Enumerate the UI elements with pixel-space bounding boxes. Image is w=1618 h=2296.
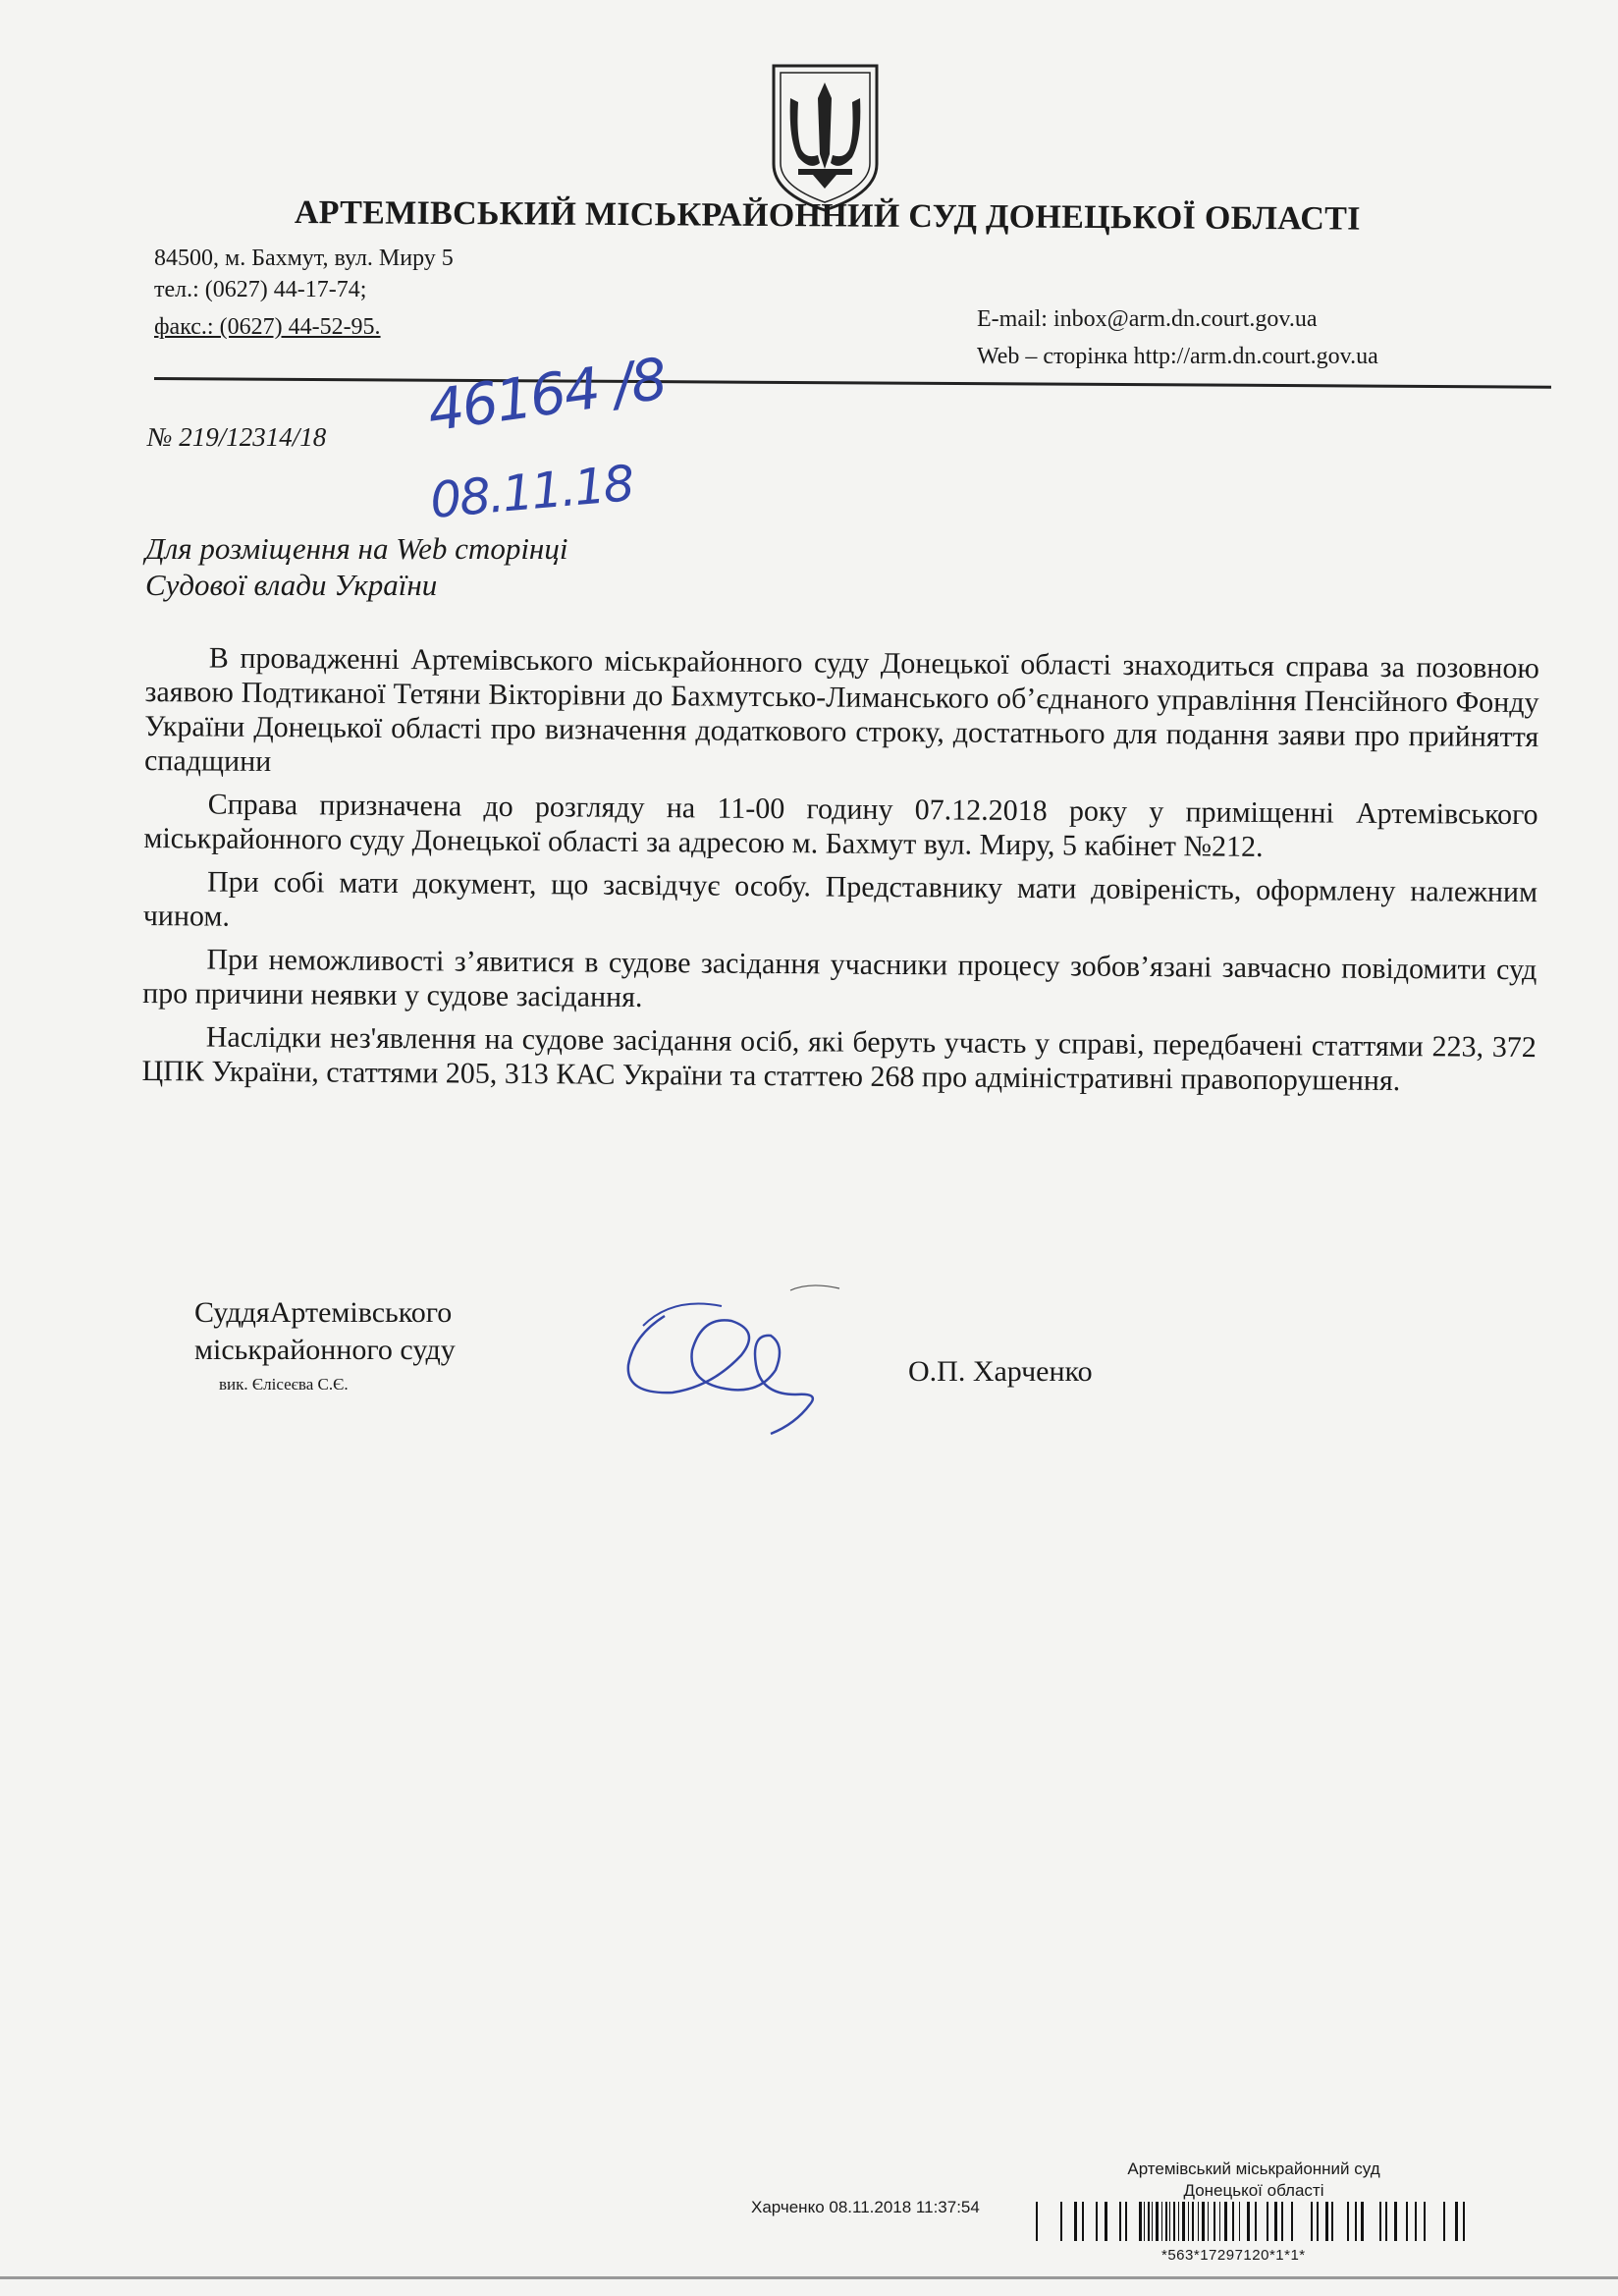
footer-signature-stamp: Харченко 08.11.2018 11:37:54 — [751, 2198, 980, 2216]
handwritten-reg-number: 46164 /8 — [423, 345, 670, 445]
court-phone: тел.: (0627) 44-17-74; — [154, 277, 367, 302]
executor-note: вик. Єлісеєва С.Є. — [219, 1375, 349, 1394]
body-paragraph: Наслідки нез'явлення на судове засідання осіб, які беруть участь у справі, передбачені статтями 223, 372 ЦПК України, статтями 205, 313 КАС України та статтею 268 про адміністративні правопорушення. — [141, 1020, 1537, 1098]
header-divider — [154, 377, 1551, 389]
addressee — [145, 530, 567, 603]
judge-name: О.П. Харченко — [908, 1355, 1093, 1388]
barcode-number: *563*17297120*1*1* — [1161, 2247, 1306, 2264]
body-paragraph: В провадженні Артемівського міськрайонного суду Донецької області знаходиться справа за позовною заявою Подтиканої Тетяни Вікторівни до Бахмутсько-Лиманського об’єднаного управління Пенсійного Фонду України Донецької області про визначення додаткового строку, достатнього для подання заяви про прийняття спадщини — [143, 641, 1539, 779]
body-paragraph: При неможливості з’явитися в судове засідання учасники процесу зобов’язані завчасно повідомити суд про причини неявки у судове засідання. — [142, 943, 1537, 1013]
addressee-line2: Судової влади України — [145, 568, 438, 602]
handwritten-signature — [614, 1277, 859, 1444]
letter-body — [141, 640, 1539, 1108]
court-email: E-mail: inbox@arm.dn.court.gov.ua — [977, 306, 1318, 332]
court-title: АРТЕМІВСЬКИЙ МІСЬКРАЙОННИЙ СУД ДОНЕЦЬКОЇ ОБЛАСТІ — [294, 194, 1361, 238]
addressee-line1: Для розміщення на Web сторінці — [145, 531, 568, 566]
barcode-icon — [1031, 2196, 1502, 2247]
handwritten-date: 08.11.18 — [427, 455, 635, 529]
judge-title-line1: СуддяАртемівського — [194, 1296, 453, 1329]
body-paragraph: При собі мати документ, що засвідчує особу. Представнику мати довіреність, оформлену належним чином. — [142, 865, 1538, 933]
scan-edge — [0, 2276, 1618, 2279]
judge-title-line2: міськрайонного суду — [194, 1334, 456, 1366]
court-fax: факс.: (0627) 44-52-95. — [154, 314, 381, 340]
footer-court-line1: Артемівський міськрайонний суд — [1127, 2159, 1380, 2178]
court-website: Web – сторінка http://arm.dn.court.gov.ua — [977, 344, 1378, 369]
trident-emblem-icon — [769, 61, 882, 213]
footer-court-line2: Донецької області — [1183, 2181, 1324, 2200]
outgoing-number: № 219/12314/18 — [147, 422, 327, 452]
court-address: 84500, м. Бахмут, вул. Миру 5 — [154, 246, 454, 271]
body-paragraph: Справа призначена до розгляду на 11-00 годину 07.12.2018 року у приміщенні Артемівського міськрайонного суду Донецької області за адресою м. Бахмут вул. Миру, 5 кабінет №212. — [143, 788, 1538, 863]
judge-title — [194, 1294, 456, 1369]
